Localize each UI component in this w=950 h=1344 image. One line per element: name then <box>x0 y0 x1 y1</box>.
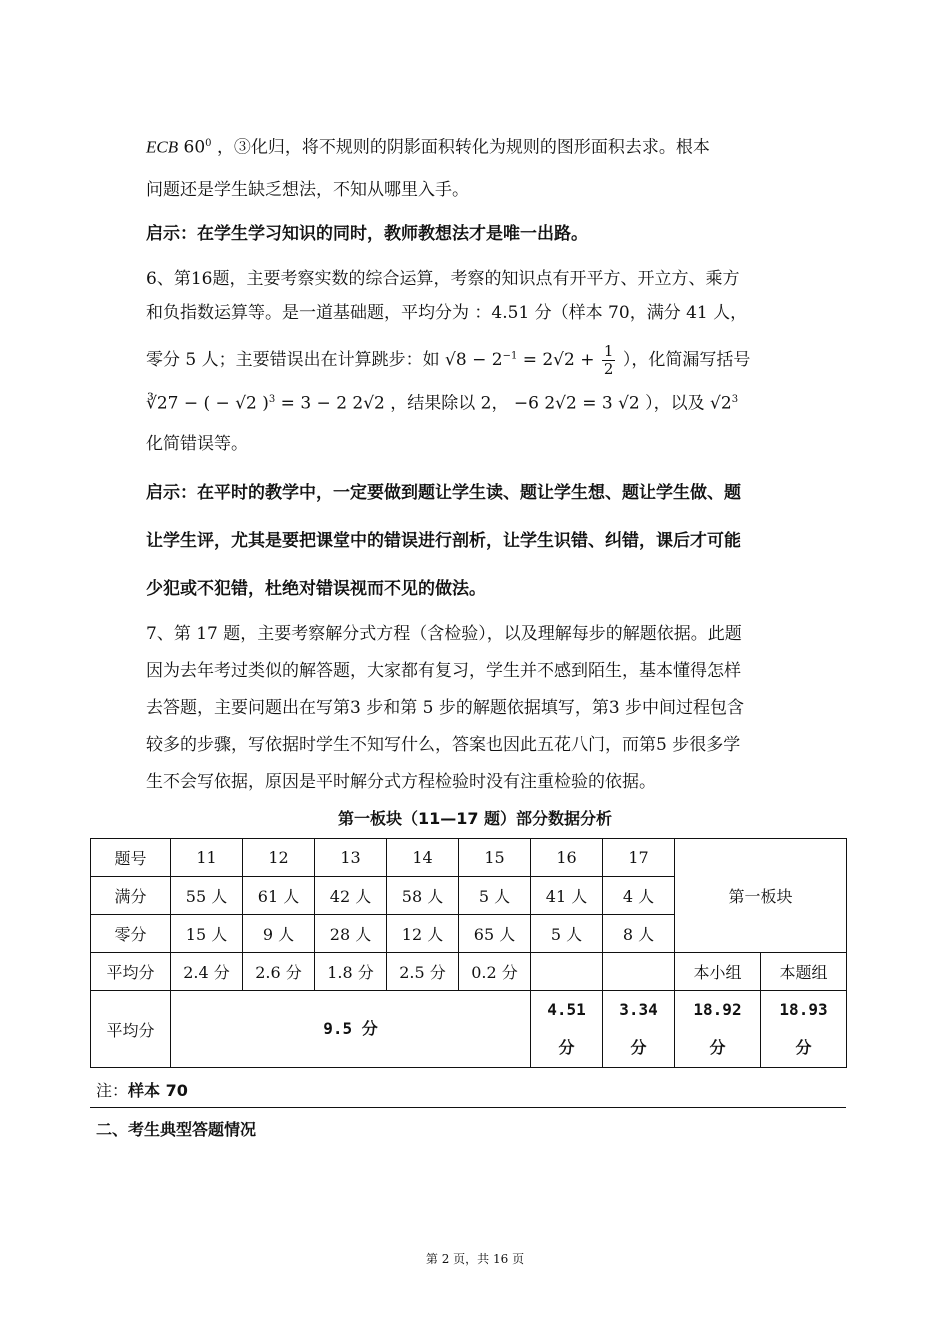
table-row <box>91 991 847 1068</box>
hint-text: 少犯或不犯错，杜绝对错误视而不见的做法。 <box>146 579 486 599</box>
note-label: 注： <box>96 1081 129 1100</box>
table-caption: 第一板块（11—17 题）部分数据分析 <box>337 809 613 828</box>
paragraph-line: 6、第16题，主要考察实数的综合运算，考察的知识点有开平方、开立方、乘方 <box>146 269 740 289</box>
math-fraction <box>602 343 616 378</box>
paragraph-line: 生不会写依据，原因是平时解分式方程检验时没有注重检验的依据。 <box>146 772 656 792</box>
table-cell: 4 人 <box>603 877 675 915</box>
table-cell <box>531 991 603 1068</box>
math-expression: = 3 − 2 2√2 ，结果除以 2， −6 2√2 = 3 √2 ），以及 √2 <box>280 393 732 414</box>
horizontal-rule <box>90 1107 846 1108</box>
table-cell: 8 人 <box>603 915 675 953</box>
table-cell: 5 人 <box>531 915 603 953</box>
table-cell: 5 人 <box>459 877 531 915</box>
cell-value: 18.92 <box>693 1000 742 1019</box>
table-cell: 15 <box>459 839 531 877</box>
table-cell: 本小组 <box>675 953 761 991</box>
table-cell: 12 <box>243 839 315 877</box>
table-cell: 17 <box>603 839 675 877</box>
table-cell: 14 <box>387 839 459 877</box>
paragraph-line: 7、第 17 题，主要考察解分式方程（含检验），以及理解每步的解题依据。此题 <box>146 624 742 644</box>
cell-unit: 分 <box>558 1038 575 1057</box>
paragraph-text: 零分 5 人；主要错误出在计算跳步：如 <box>146 350 446 370</box>
math-expression: ∛27 − ( − √2 ) <box>146 393 269 414</box>
table-cell: 61 人 <box>243 877 315 915</box>
cell-unit: 分 <box>630 1038 647 1057</box>
table-cell <box>531 953 603 991</box>
hint-text: 启示：在学生学习知识的同时，教师教想法才是唯一出路。 <box>146 224 588 244</box>
math-expression: √8 − 2 <box>445 350 503 370</box>
paragraph-line <box>146 389 738 415</box>
table-cell: 2.5 分 <box>387 953 459 991</box>
table-cell: 13 <box>315 839 387 877</box>
fraction-numerator: 1 <box>603 342 614 360</box>
math-superscript: 3 <box>268 394 276 405</box>
cell-value: 3.34 <box>619 1000 658 1019</box>
math-superscript: 0 <box>205 138 212 149</box>
table-cell <box>675 991 761 1068</box>
table-cell: 12 人 <box>387 915 459 953</box>
table-cell: 58 人 <box>387 877 459 915</box>
table-cell: 15 人 <box>171 915 243 953</box>
hint-text: 启示：在平时的教学中，一定要做到题让学生读、题让学生想、题让学生做、题 <box>146 483 741 503</box>
table-cell: 本题组 <box>761 953 847 991</box>
cell-value: 4.51 <box>547 1000 586 1019</box>
table-note <box>96 1078 188 1101</box>
table-cell: 0.2 分 <box>459 953 531 991</box>
table-cell: 16 <box>531 839 603 877</box>
paragraph-line <box>146 133 710 159</box>
row-header: 平均分 <box>91 991 171 1068</box>
cell-unit: 分 <box>709 1038 726 1057</box>
math-degree: 60 <box>183 137 206 158</box>
block-label-cell: 第一板块 <box>675 839 847 953</box>
row-header: 题号 <box>91 839 171 877</box>
paragraph-line: 问题还是学生缺乏想法，不知从哪里入手。 <box>146 180 469 200</box>
math-angle: ECB <box>146 137 179 157</box>
table-cell: 1.8 分 <box>315 953 387 991</box>
table-cell: 9 人 <box>243 915 315 953</box>
paragraph-line: 去答题，主要问题出在写第3 步和第 5 步的解题依据填写，第3 步中间过程包含 <box>146 698 745 718</box>
table-cell: 28 人 <box>315 915 387 953</box>
cell-unit: 分 <box>795 1038 812 1057</box>
table-cell: 2.4 分 <box>171 953 243 991</box>
note-text: 样本 70 <box>128 1081 188 1100</box>
merged-average-cell: 9.5 分 <box>171 991 531 1068</box>
row-header: 满分 <box>91 877 171 915</box>
math-expression: = 2√2 + <box>522 350 595 370</box>
paragraph-line <box>146 343 750 378</box>
math-superscript: −1 <box>502 350 518 362</box>
paragraph-line: 较多的步骤，写依据时学生不知写什么，答案也因此五花八门，而第5 步很多学 <box>146 735 741 755</box>
row-header: 零分 <box>91 915 171 953</box>
table-cell: 41 人 <box>531 877 603 915</box>
table-cell <box>603 953 675 991</box>
table-cell <box>603 991 675 1068</box>
table-row <box>91 839 847 877</box>
hint-text: 让学生评，尤其是要把课堂中的错误进行剖析，让学生识错、纠错，课后才可能 <box>146 531 741 551</box>
table-cell: 55 人 <box>171 877 243 915</box>
table-row <box>91 953 847 991</box>
table-cell: 65 人 <box>459 915 531 953</box>
table-cell: 42 人 <box>315 877 387 915</box>
section-heading: 二、考生典型答题情况 <box>96 1120 257 1139</box>
math-superscript: 3 <box>731 394 739 405</box>
paragraph-line: 化简错误等。 <box>146 434 248 454</box>
table-cell: 11 <box>171 839 243 877</box>
paragraph-line: 和负指数运算等。是一道基础题，平均分为 ：4.51 分（样本 70，满分 41 人， <box>146 303 748 323</box>
table-cell <box>761 991 847 1068</box>
paragraph-text: ，③化归，将不规则的阴影面积转化为规则的图形面积去求。根本 <box>216 137 710 158</box>
score-table <box>90 838 847 1068</box>
table-cell: 2.6 分 <box>243 953 315 991</box>
paragraph-text: ），化简漏写括号 <box>622 350 751 370</box>
paragraph-line: 因为去年考过类似的解答题，大家都有复习，学生并不感到陌生，基本懂得怎样 <box>146 661 741 681</box>
fraction-denominator: 2 <box>603 360 614 378</box>
page-footer: 第 2 页，共 16 页 <box>425 1252 525 1266</box>
cell-value: 18.93 <box>779 1000 828 1019</box>
row-header: 平均分 <box>91 953 171 991</box>
